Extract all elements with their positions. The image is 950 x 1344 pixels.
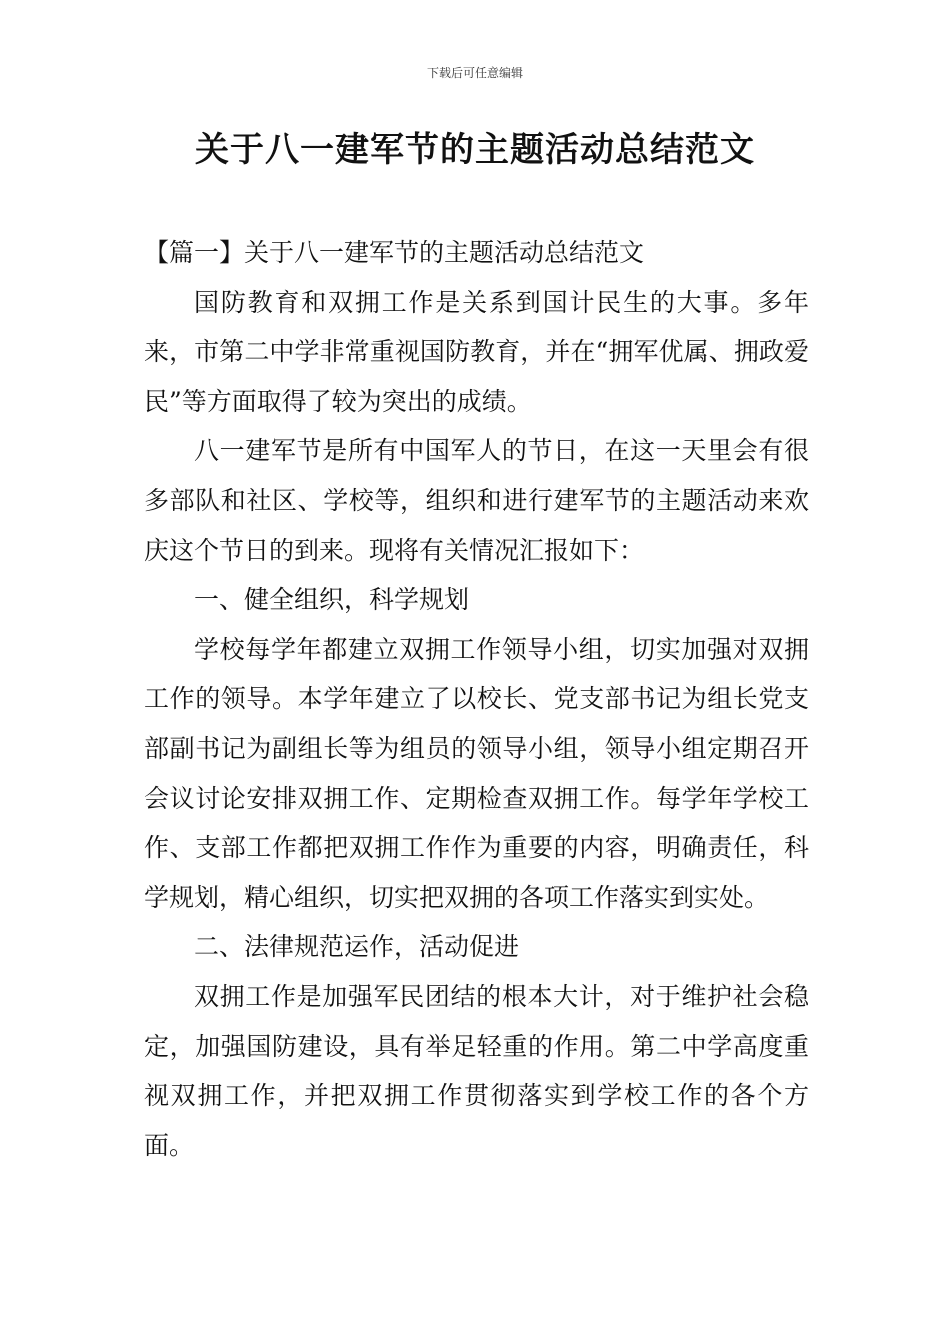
paragraph: 国防教育和双拥工作是关系到国计民生的大事。多年来，市第二中学非常重视国防教育，并在“拥军优属、拥政爱民”等方面取得了较为突出的成绩。 <box>144 287 809 416</box>
paragraph: 双拥工作是加强军民团结的根本大计，对于维护社会稳定，加强国防建设，具有举足轻重的作用。第二中学高度重视双拥工作，并把双拥工作贯彻落实到学校工作的各个方面。 <box>144 981 809 1160</box>
paragraph: 学校每学年都建立双拥工作领导小组，切实加强对双拥工作的领导。本学年建立了以校长、党支部书记为组长党支部副书记为副组长等为组员的领导小组，领导小组定期召开会议讨论安排双拥工作、定期检查双拥工作。每学年学校工作、支部工作都把双拥工作作为重要的内容，明确责任，科学规划，精心组织，切实把双拥的各项工作落实到实处。 <box>144 634 809 912</box>
section-heading: 【篇一】关于八一建军节的主题活动总结范文 <box>144 238 645 267</box>
document-body <box>144 228 809 1170</box>
subheading: 一、健全组织，科学规划 <box>194 585 470 615</box>
subheading: 二、法律规范运作，活动促进 <box>194 932 520 962</box>
document-title: 关于八一建军节的主题活动总结范文 <box>195 130 755 170</box>
header-note: 下载后可任意编辑 <box>426 66 523 80</box>
paragraph: 八一建军节是所有中国军人的节日，在这一天里会有很多部队和社区、学校等，组织和进行建军节的主题活动来欢庆这个节日的到来。现将有关情况汇报如下： <box>144 436 809 565</box>
